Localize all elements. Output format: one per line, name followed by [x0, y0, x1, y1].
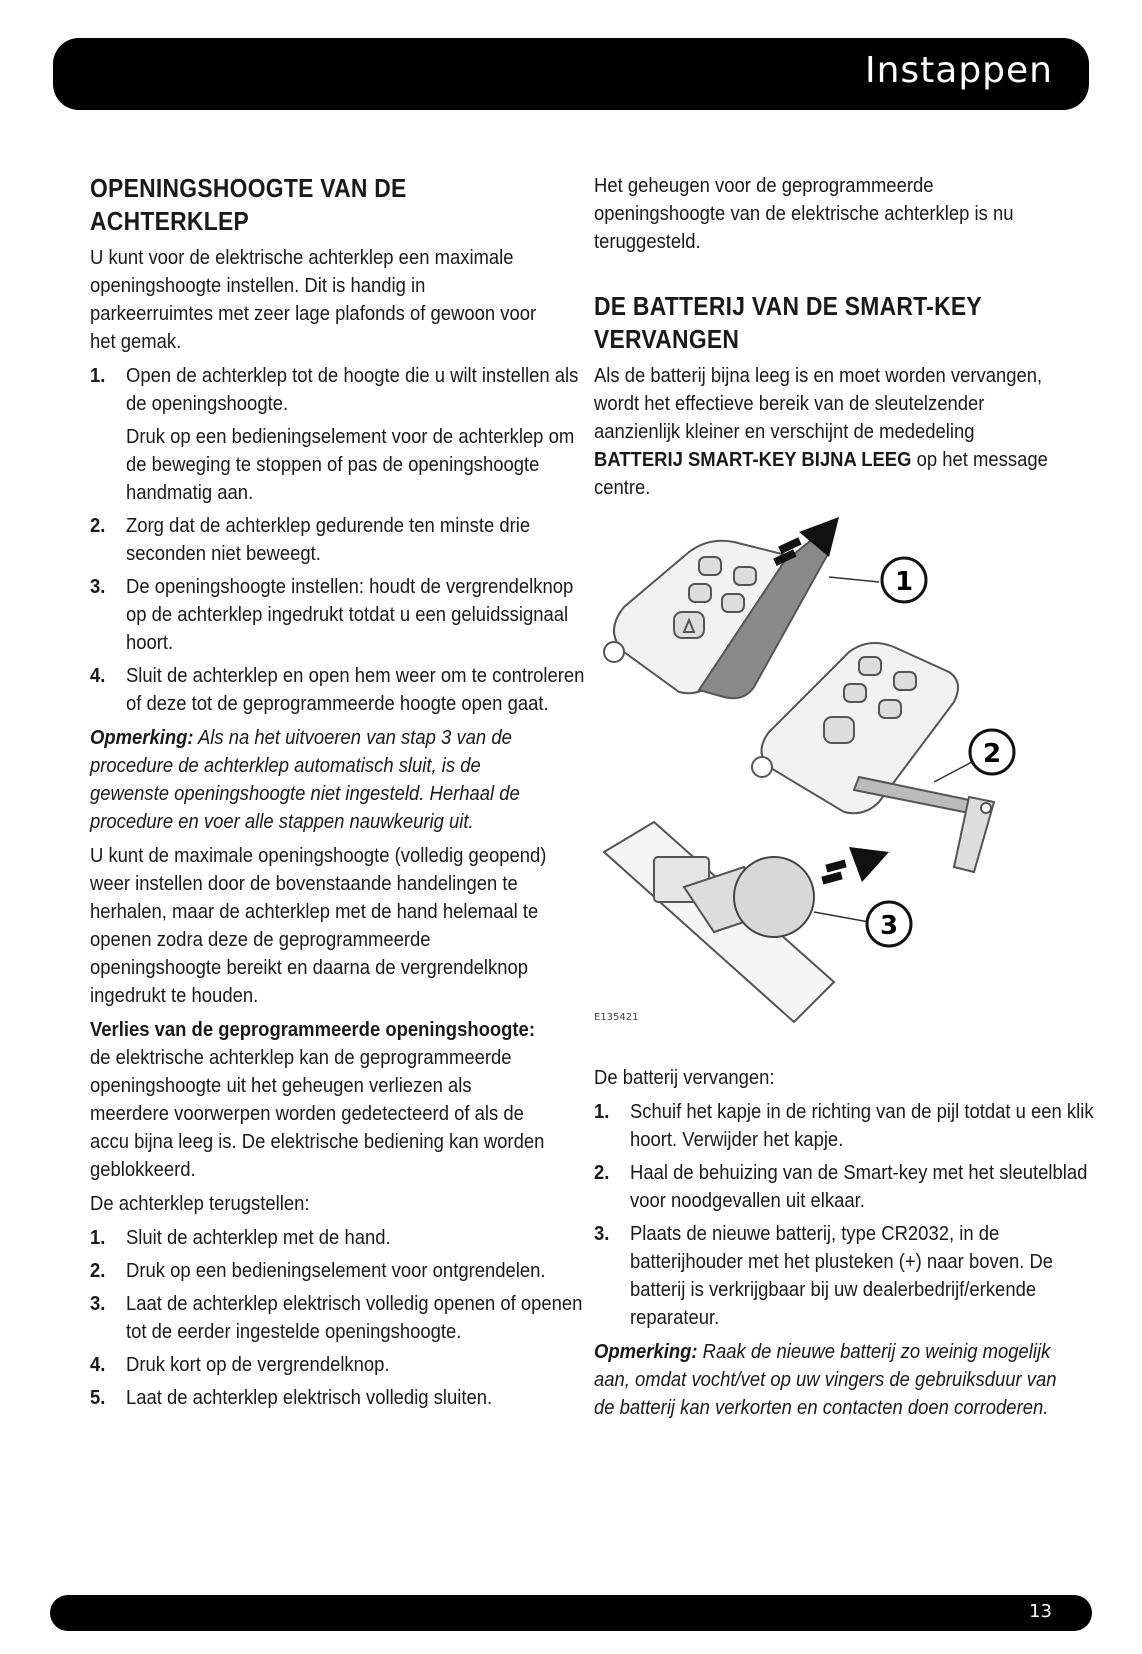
reset-intro: De achterklep terugstellen: [90, 1192, 310, 1215]
list-item: 1. Schuif het kapje in de richting van de pijl totdat u een klik hoort. Verwijder het kapje. [594, 1100, 1094, 1151]
callout-2: 2 [982, 739, 1002, 769]
battery-intro: Als de batterij bijna leeg is en moet worden vervangen, wordt het effectieve bereik van de sleutelzender aanzienlijk kleiner en verschijnt de mededeling BATTERIJ SMART-KEY BIJNA LEEG op het message centre. [594, 364, 1048, 499]
list-item: 1. Sluit de achterklep met de hand. [90, 1226, 391, 1249]
list-item: 5. Laat de achterklep elektrisch volledig sluiten. [90, 1386, 493, 1409]
callout-3: 3 [879, 911, 899, 941]
reset-steps [90, 1224, 583, 1412]
section-heading-tailgate: OPENINGSHOOGTE VAN DE ACHTERKLEP [90, 173, 407, 236]
battery-icon [734, 857, 814, 937]
list-item: 3. De openingshoogte instellen: houdt de vergrendelknop op de achterklep ingedrukt totdat u een geluidssignaal hoort. [90, 575, 574, 654]
loss-paragraph: Verlies van de geprogrammeerde openingshoogte: de elektrische achterklep kan de geprogrammeerde openingshoogte uit het geheugen verliezen als meerdere voorwerpen worden gedetecteerd of als de accu bijna leeg is. De elektrische bediening kan worden geblokkeerd. [90, 1018, 545, 1181]
key-fob-top [604, 540, 829, 699]
replace-intro: De batterij vervangen: [594, 1066, 775, 1089]
smart-key-diagram [594, 512, 1064, 1052]
battery-note: Opmerking: Raak de nieuwe batterij zo weinig mogelijk aan, omdat vocht/vet op uw vingers de gebruiksduur van de batterij kan verkorten en contacten doen corroderen. [594, 1340, 1057, 1419]
smart-key-illustration [594, 512, 1064, 1052]
memory-paragraph: Het geheugen voor de geprogrammeerde openingshoogte van de elektrische achterklep is nu teruggesteld. [594, 174, 1014, 253]
note-label: Opmerking: [594, 1340, 698, 1363]
callout-1: 1 [894, 567, 914, 597]
list-item: 2. Druk op een bedieningselement voor ontgrendelen. [90, 1259, 546, 1282]
list-item: 3. Plaats de nieuwe batterij, type CR2032, in de batterijhouder met het plusteken (+) naar boven. De batterij is verkrijgbaar bij uw dealerbedrijf/erkende reparateur. [594, 1222, 1054, 1329]
list-item: 4. Druk kort op de vergrendelknop. [90, 1353, 390, 1376]
list-item: 2. Haal de behuizing van de Smart-key met het sleutelblad voor noodgevallen uit elkaar. [594, 1161, 1088, 1212]
note-paragraph: Opmerking: Als na het uitvoeren van stap 3 van de procedure de achterklep automatisch sluit, is de gewenste openingshoogte niet ingesteld. Herhaal de procedure en voer alle stappen nauwkeurig uit. [90, 726, 520, 833]
step-subparagraph: Druk op een bedieningselement voor de achterklep om de beweging te stoppen of pas de openingshoogte handmatig aan. [126, 425, 575, 504]
page-number: 13 [1029, 1601, 1052, 1622]
right-column [594, 172, 1094, 1428]
header-bar [53, 38, 1089, 110]
battery-steps [594, 1098, 1094, 1332]
note-label: Opmerking: [90, 726, 194, 749]
list-item: 4. Sluit de achterklep en open hem weer om te controleren of deze tot de geprogrammeerde hoogte open gaat. [90, 664, 585, 715]
section-heading-battery: DE BATTERIJ VAN DE SMART-KEY VERVANGEN [594, 291, 982, 354]
list-item: 3. Laat de achterklep elektrisch volledig openen of openen tot de eerder ingestelde openingshoogte. [90, 1292, 583, 1343]
list-item: 1. Open de achterklep tot de hoogte die u wilt instellen als de openingshoogte. Druk op een bedieningselement voor de achterklep om de beweging te stoppen of pas de openingshoogte handmatig aan. [90, 362, 586, 507]
left-column [90, 172, 585, 1418]
footer-bar [50, 1595, 1092, 1631]
intro-paragraph: U kunt voor de elektrische achterklep een maximale openingshoogte instellen. Dit is handig in parkeerruimtes met zeer lage plafonds of gewoon voor het gemak. [90, 246, 537, 353]
message-text: BATTERIJ SMART-KEY BIJNA LEEG [594, 448, 912, 471]
loss-label: Verlies van de geprogrammeerde openingshoogte: [90, 1018, 535, 1041]
list-item: 2. Zorg dat de achterklep gedurende ten minste drie seconden niet beweegt. [90, 514, 531, 565]
key-fob-middle [752, 643, 994, 872]
arrow-icon [821, 847, 889, 884]
tailgate-steps [90, 362, 585, 718]
figure-code: E135421 [594, 1012, 639, 1023]
page-title: Instappen [864, 50, 1053, 91]
reset-paragraph: U kunt de maximale openingshoogte (volledig geopend) weer instellen door de bovenstaande handelingen te herhalen, maar de achterklep met de hand helemaal te openen zodra deze de geprogrammeerde openingshoogte bereikt en daarna de vergrendelknop ingedrukt te houden. [90, 844, 547, 1007]
